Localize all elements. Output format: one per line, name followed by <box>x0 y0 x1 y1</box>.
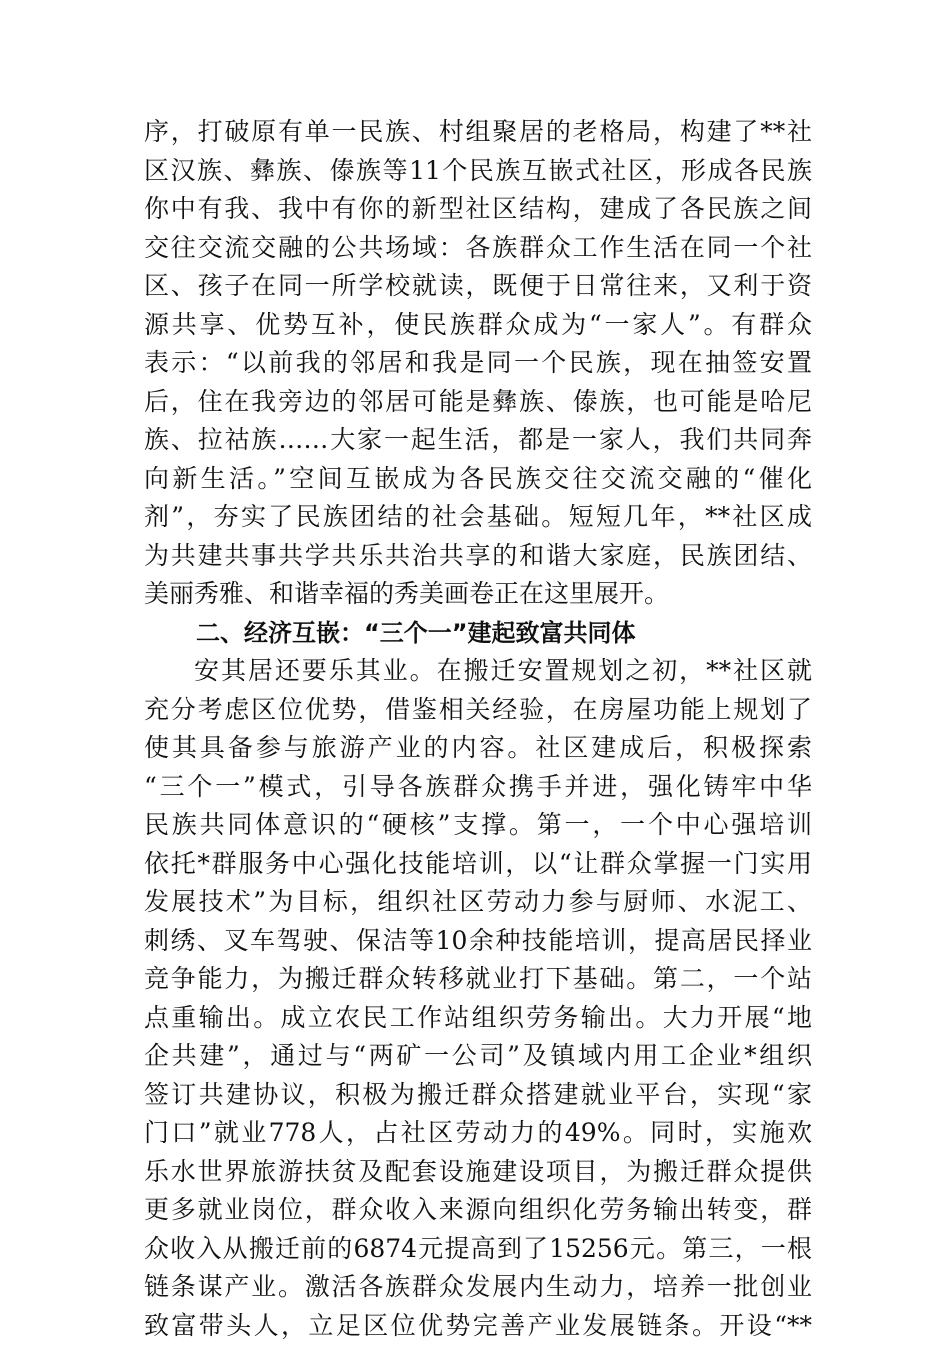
paragraph-1 <box>144 113 812 614</box>
text-line: 为共建共事共学共乐共治共享的和谐大家庭，民族团结、 <box>144 537 812 576</box>
text-line: 链条谋产业。激活各族群众发展内生动力，培养一批创业 <box>144 1268 812 1307</box>
text-line: 区、孩子在同一所学校就读，既便于日常往来，又利于资 <box>144 267 812 306</box>
text-line: 刺绣、叉车驾驶、保洁等10余种技能培训，提高居民择业 <box>144 922 812 961</box>
text-line: 表示：“以前我的邻居和我是同一个民族，现在抽签安置 <box>144 344 812 383</box>
text-line: 序，打破原有单一民族、村组聚居的老格局，构建了**社 <box>144 113 812 152</box>
text-line: 充分考虑区位优势，借鉴相关经验，在房屋功能上规划了 <box>144 691 812 730</box>
text-line: 民族共同体意识的“硬核”支撑。第一，一个中心强培训 <box>144 806 812 845</box>
text-line: 企共建”，通过与“两矿一公司”及镇域内用工企业*组织 <box>144 1037 812 1076</box>
text-line: 族、拉祜族……大家一起生活，都是一家人，我们共同奔 <box>144 421 812 460</box>
text-line: 向新生活。”空间互嵌成为各民族交往交流交融的“催化 <box>144 460 812 499</box>
text-line: 发展技术”为目标，组织社区劳动力参与厨师、水泥工、 <box>144 883 812 922</box>
text-line: 使其具备参与旅游产业的内容。社区建成后，积极探索 <box>144 729 812 768</box>
text-line: 众收入从搬迁前的6874元提高到了15256元。第三，一根 <box>144 1230 812 1269</box>
paragraph-2 <box>144 652 812 1345</box>
text-line: 更多就业岗位，群众收入来源向组织化劳务输出转变，群 <box>144 1191 812 1230</box>
text-line: 乐水世界旅游扶贫及配套设施建设项目，为搬迁群众提供 <box>144 1153 812 1192</box>
text-line: 竞争能力，为搬迁群众转移就业打下基础。第二，一个站 <box>144 960 812 999</box>
text-line: 依托*群服务中心强化技能培训，以“让群众掌握一门实用 <box>144 845 812 884</box>
text-line: 源共享、优势互补，使民族群众成为“一家人”。有群众 <box>144 306 812 345</box>
text-line: 点重输出。成立农民工作站组织劳务输出。大力开展“地 <box>144 999 812 1038</box>
text-line: 签订共建协议，积极为搬迁群众搭建就业平台，实现“家 <box>144 1076 812 1115</box>
text-line: 交往交流交融的公共场域：各族群众工作生活在同一个社 <box>144 229 812 268</box>
document-body <box>144 113 812 1345</box>
text-line: 安其居还要乐其业。在搬迁安置规划之初，**社区就 <box>144 652 812 691</box>
text-line: 后，住在我旁边的邻居可能是彝族、傣族，也可能是哈尼 <box>144 383 812 422</box>
text-line: 美丽秀雅、和谐幸福的秀美画卷正在这里展开。 <box>144 575 812 614</box>
text-line: 你中有我、我中有你的新型社区结构，建成了各民族之间 <box>144 190 812 229</box>
text-line: 剂”，夯实了民族团结的社会基础。短短几年，**社区成 <box>144 498 812 537</box>
text-line: 区汉族、彝族、傣族等11个民族互嵌式社区，形成各民族 <box>144 152 812 191</box>
section-heading: 二、经济互嵌：“三个一”建起致富共同体 <box>144 614 812 653</box>
text-line: 门口”就业778人，占社区劳动力的49%。同时，实施欢 <box>144 1114 812 1153</box>
text-line: “三个一”模式，引导各族群众携手并进，强化铸牢中华 <box>144 768 812 807</box>
text-line: 致富带头人，立足区位优势完善产业发展链条。开设“** <box>144 1307 812 1345</box>
